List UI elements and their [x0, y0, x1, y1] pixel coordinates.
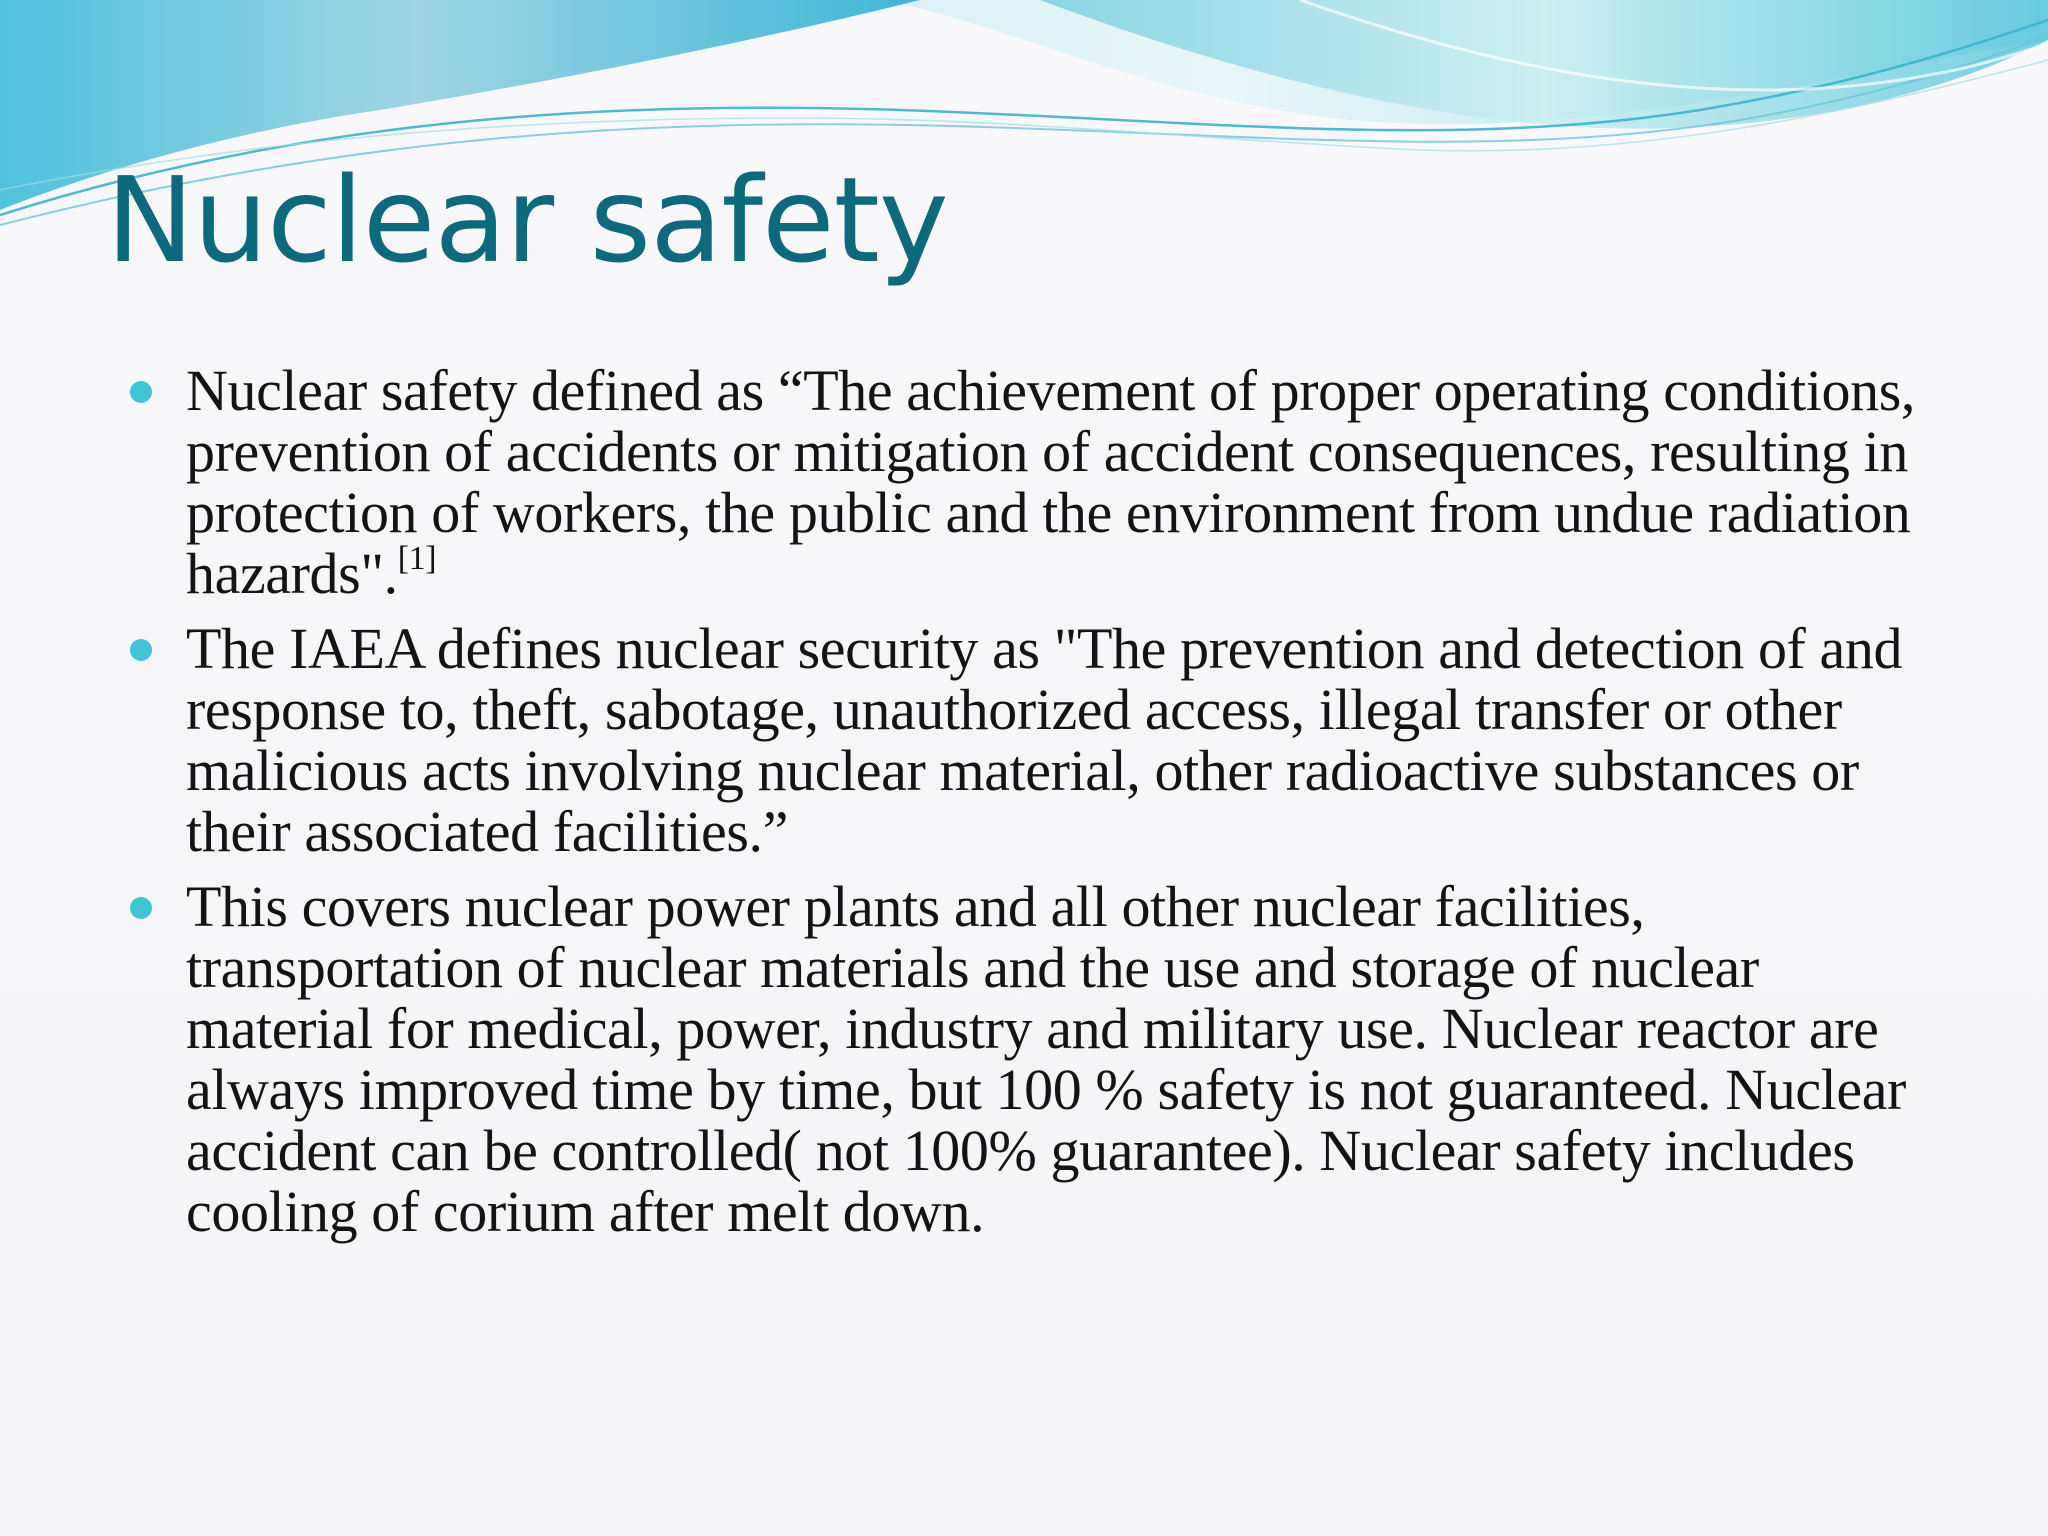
bullet-dot-icon: [130, 381, 152, 403]
bullet-text: The IAEA defines nuclear security as "The prevention and detection of and response to, theft, sabotage, unauthorized access, illegal transfer or other malicious acts involving nuclear material, other radioactive substances or their associated facilities.”: [186, 616, 1903, 864]
bullet-text: This covers nuclear power plants and all other nuclear facilities, transportation of nuclear materials and the use and storage of nuclear material for medical, power, industry and military use. Nuclear reactor are always improved time by time, but 100 % safety is not guaranteed. Nuclear accident can be controlled( not 100% guarantee). Nuclear safety includes cooling of corium after melt down.: [186, 874, 1906, 1244]
bullet-list: [126, 360, 1936, 1256]
bullet-item: [126, 360, 1936, 604]
reference-marker[interactable]: [1]: [397, 540, 437, 577]
bullet-item: [126, 876, 1936, 1242]
bullet-item: [126, 618, 1936, 862]
slide-title: Nuclear safety: [106, 151, 948, 289]
bullet-dot-icon: [130, 639, 152, 661]
bullet-text: Nuclear safety defined as “The achievement of proper operating conditions, prevention of accidents or mitigation of accident consequences, resulting in protection of workers, the public and the environment from undue radiation hazards".: [186, 358, 1916, 606]
bullet-dot-icon: [130, 897, 152, 919]
